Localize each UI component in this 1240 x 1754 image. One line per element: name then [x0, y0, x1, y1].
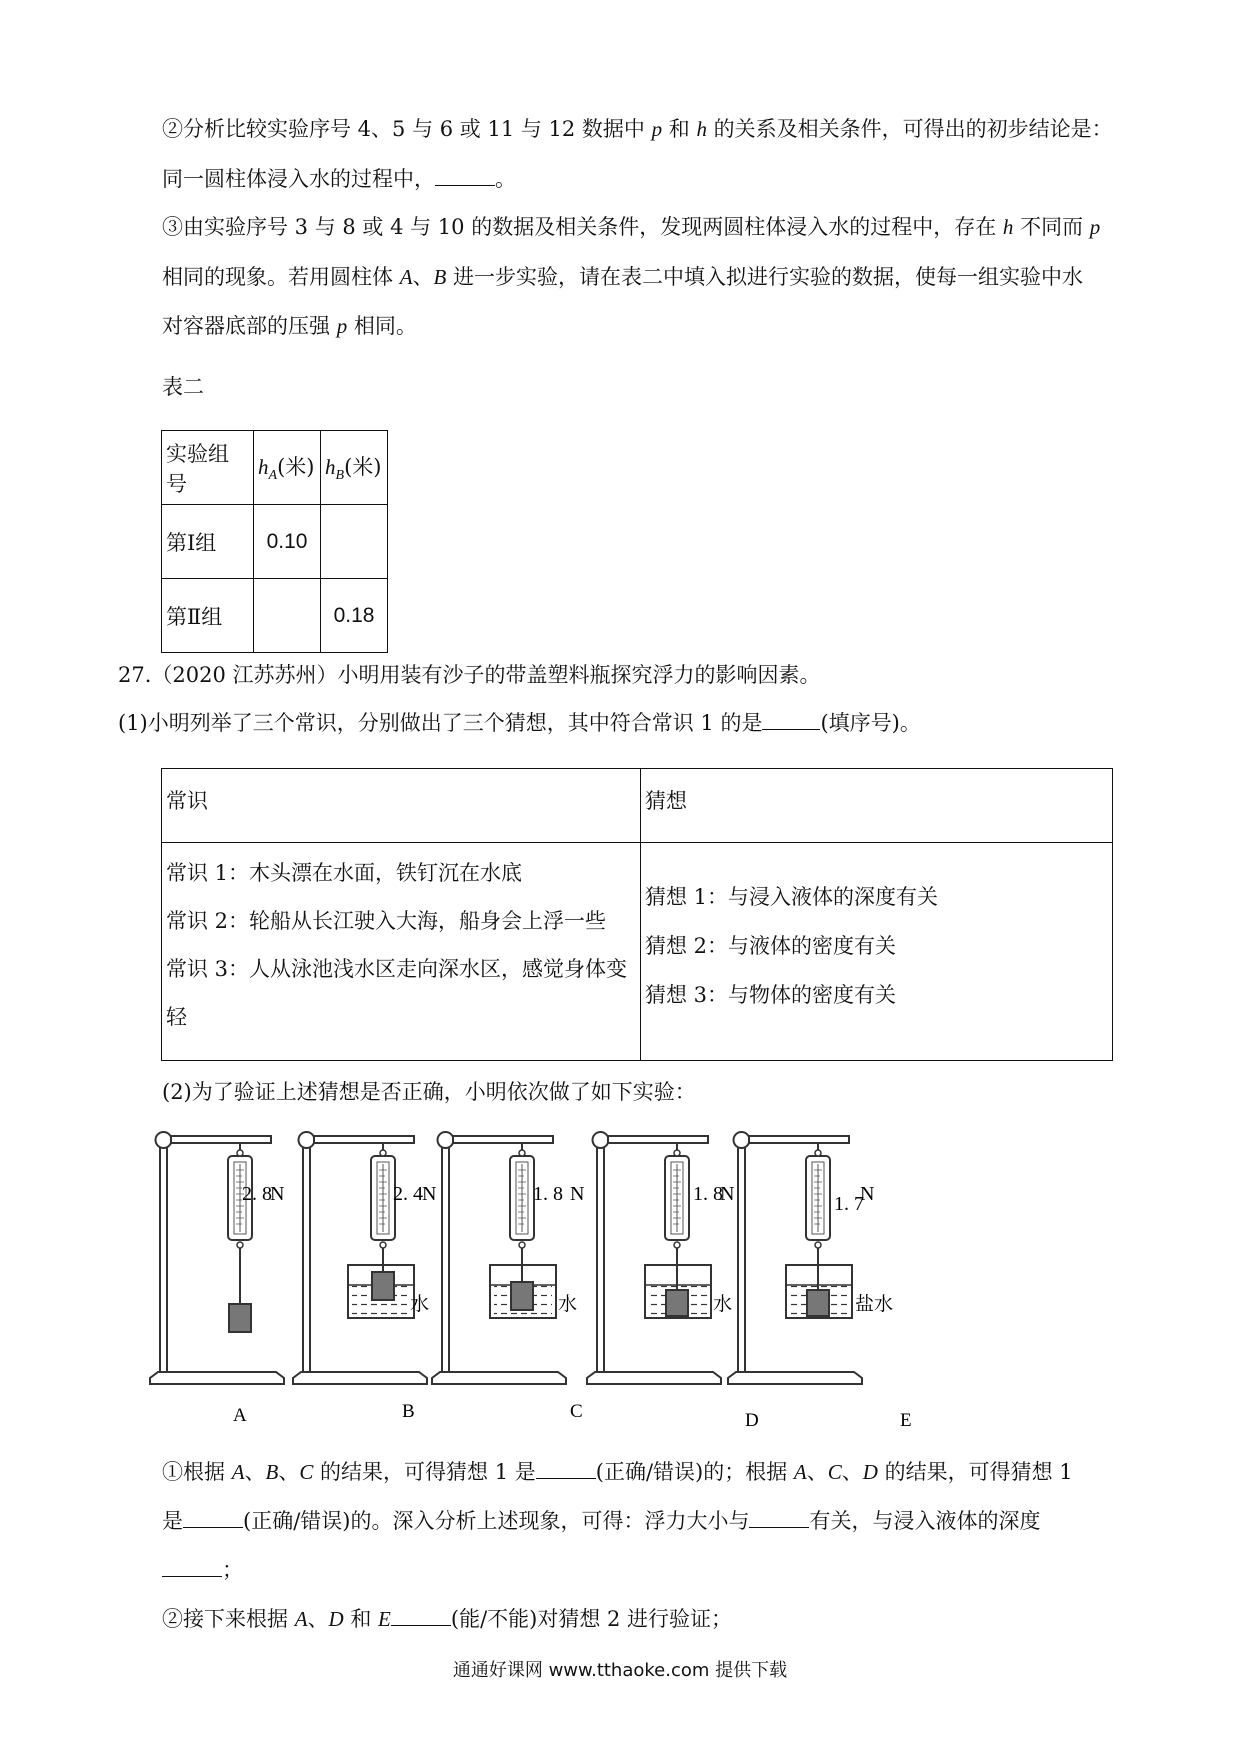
setup-c: [432, 1132, 584, 1384]
setup-b: [293, 1132, 436, 1384]
liquid-b: 水: [410, 1293, 430, 1315]
liquid-e: 盐水: [855, 1293, 894, 1315]
unit-e: N: [860, 1183, 875, 1205]
guess-2: 猜想 2：与液体的密度有关: [645, 934, 897, 958]
table2-cell-hb[interactable]: 0.18: [321, 579, 388, 653]
answer-blank[interactable]: [435, 163, 495, 186]
label-c: C: [570, 1401, 583, 1422]
table-header-common: 常识: [162, 769, 641, 843]
q27-sub1-line2: 是 (正确/错误)的。深入分析上述现象，可得：浮力大小与 有关，与浸入液体的深度: [162, 1505, 1040, 1536]
table-row: [162, 579, 388, 653]
q27-sub1-line3: ；: [162, 1554, 243, 1585]
unit-a: N: [270, 1183, 285, 1205]
q26-part3-line3: 对容器底部的压强 p 相同。: [162, 314, 417, 338]
setup-e: [728, 1132, 893, 1384]
q26-part3-line2: 相同的现象。若用圆柱体 A、B 进一步实验，请在表二中填入拟进行实验的数据，使每一组实验中水: [162, 265, 1084, 289]
answer-blank[interactable]: [762, 707, 820, 730]
common-cell: [162, 843, 641, 1061]
common-guess-table: [161, 768, 1113, 1061]
setup-a: [150, 1132, 284, 1384]
page-footer: 通通好课网 www.tthaoke.com 提供下载: [452, 1660, 788, 1681]
common-3: 常识 3：人从泳池浅水区走向深水区，感觉身体变: [166, 957, 628, 981]
label-b: B: [402, 1401, 415, 1422]
setup-d: [587, 1132, 734, 1384]
unit-d: N: [720, 1183, 735, 1205]
liquid-c: 水: [558, 1293, 578, 1315]
table2: [161, 430, 388, 653]
table2-header-group: 实验组号: [162, 431, 254, 505]
table2-cell-hb[interactable]: [321, 505, 388, 579]
guess-3: 猜想 3：与物体的密度有关: [645, 983, 897, 1007]
guess-1: 猜想 1：与浸入液体的深度有关: [645, 885, 939, 909]
experiment-figure: [140, 1120, 1240, 1440]
table2-cell-ha[interactable]: 0.10: [254, 505, 321, 579]
label-a: A: [233, 1405, 247, 1426]
q27-part2: (2)为了验证上述猜想是否正确，小明依次做了如下实验：: [162, 1080, 696, 1104]
q26-part2-line1: ②分析比较实验序号 4、5 与 6 或 11 与 12 数据中 p 和 h 的关系及相关条件，可得出的初步结论是：: [162, 117, 1113, 141]
q27-sub1-line1: ①根据 A、B、C 的结果，可得猜想 1 是 (正确/错误)的；根据 A、C、D 的结果，可得猜想 1: [162, 1456, 1073, 1487]
q26-part3-line1: ③由实验序号 3 与 8 或 4 与 10 的数据及相关条件，发现两圆柱体浸入水的过程中，存在 h 不同而 p: [162, 215, 1101, 239]
guess-cell: [641, 843, 1113, 1061]
reading-e: 1. 7: [834, 1193, 864, 1215]
reading-d: 1. 8: [693, 1183, 723, 1205]
answer-blank[interactable]: [183, 1505, 243, 1528]
table2-header-ha: $h_A$(米): [254, 431, 321, 505]
liquid-d: 水: [713, 1293, 733, 1315]
table-row: [162, 505, 388, 579]
common-1: 常识 1：木头漂在水面，铁钉沉在水底: [166, 861, 523, 885]
q27-part1: (1)小明列举了三个常识，分别做出了三个猜想，其中符合常识 1 的是 (填序号)。: [118, 707, 921, 738]
unit-b: N: [422, 1183, 437, 1205]
label-d: D: [745, 1410, 759, 1431]
label-e: E: [900, 1410, 912, 1431]
table2-cell-ha[interactable]: [254, 579, 321, 653]
table2-cell-group: 第Ⅰ组: [162, 505, 254, 579]
q26-part2-line2: 同一圆柱体浸入水的过程中， 。: [162, 163, 516, 194]
answer-blank[interactable]: [749, 1505, 809, 1528]
unit-c: N: [570, 1183, 585, 1205]
table2-caption: 表二: [162, 375, 204, 399]
answer-blank[interactable]: [391, 1603, 451, 1626]
reading-c: 1. 8: [533, 1183, 563, 1205]
q27-title: 27.（2020 江苏苏州）小明用装有沙子的带盖塑料瓶探究浮力的影响因素。: [118, 663, 821, 687]
reading-a: 2. 8: [242, 1183, 272, 1205]
common-2: 常识 2：轮船从长江驶入大海，船身会上浮一些: [166, 909, 607, 933]
answer-blank[interactable]: [162, 1554, 222, 1577]
answer-blank[interactable]: [536, 1456, 596, 1479]
table2-cell-group: 第Ⅱ组: [162, 579, 254, 653]
reading-b: 2. 4: [393, 1183, 423, 1205]
q27-sub2: ②接下来根据 A、D 和 E (能/不能)对猜想 2 进行验证；: [162, 1603, 732, 1634]
table2-header-hb: $h_B$(米): [321, 431, 388, 505]
common-3-cont: 轻: [166, 1005, 187, 1029]
table-header-guess: 猜想: [641, 769, 1113, 843]
